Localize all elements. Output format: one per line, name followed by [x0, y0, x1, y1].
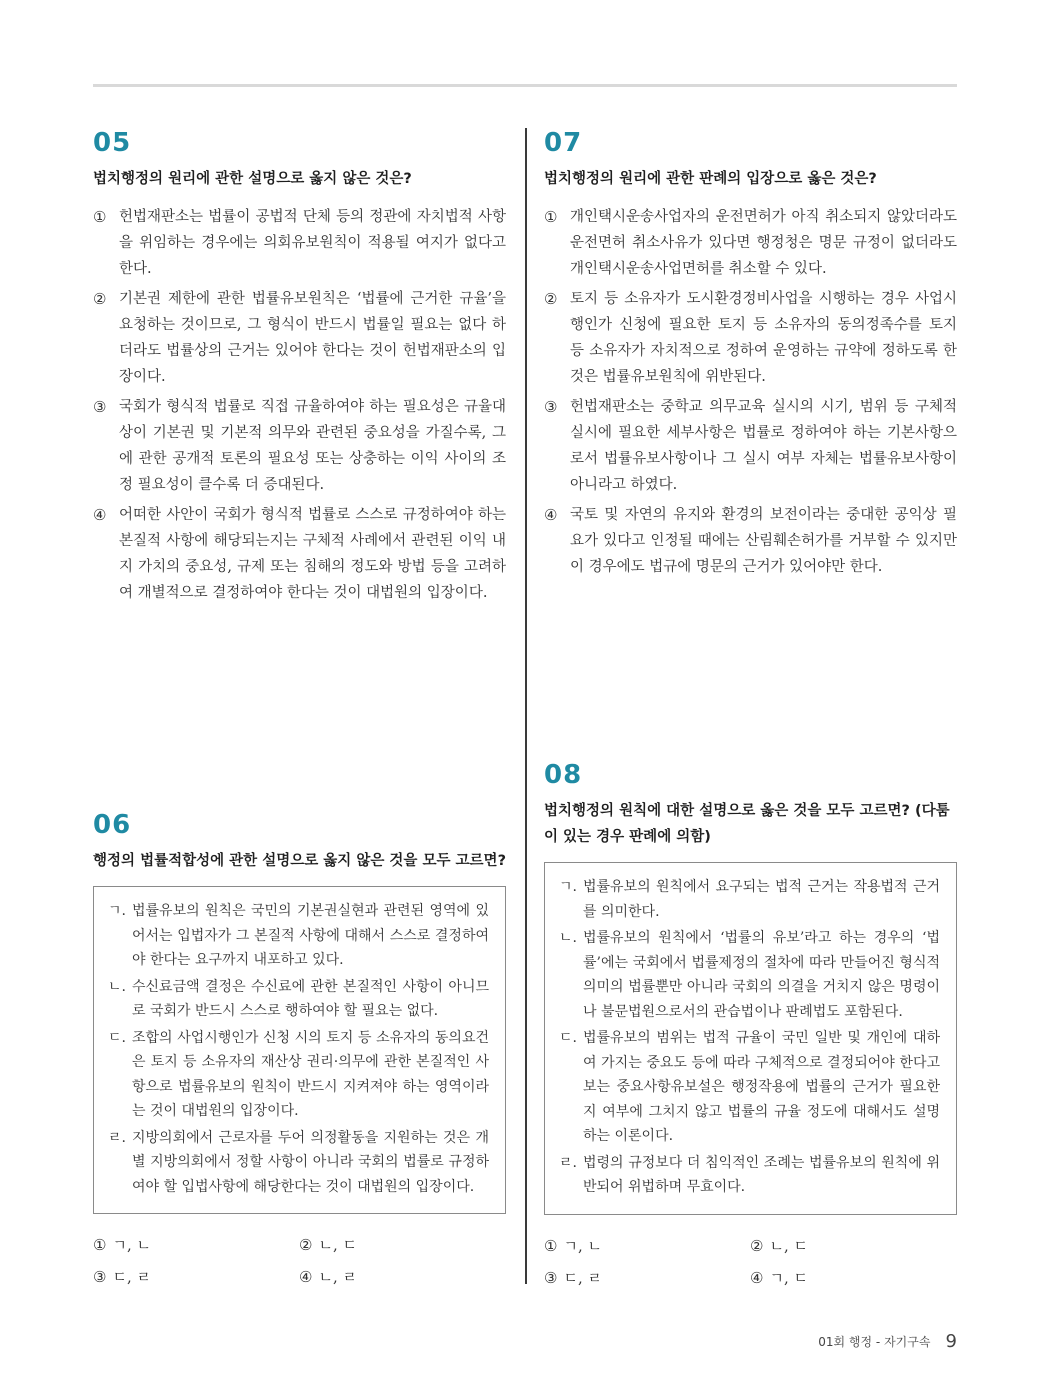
statement-marker: ㄷ.: [559, 1030, 577, 1046]
statement-item: [559, 875, 940, 924]
question-stem: 법치행정의 원리에 관한 판례의 입장으로 옳은 것은?: [544, 171, 877, 187]
choice-text: ㄱ, ㄷ: [769, 1268, 808, 1287]
statement-text: 수신료금액 결정은 수신료에 관한 본질적인 사항이 아니므로 국회가 반드시 스스로 행하여야 할 필요는 없다.: [132, 978, 489, 1019]
choice-text: ㄷ, ㄹ: [563, 1268, 602, 1287]
choice-text: ㄱ, ㄴ: [563, 1236, 602, 1255]
statement-text: 법률유보의 원칙에서 요구되는 법적 근거는 작용법적 근거를 의미한다.: [583, 879, 940, 920]
question-07: [544, 128, 957, 584]
statement-item: [108, 975, 489, 1024]
statement-marker: ㄱ.: [108, 903, 126, 919]
choice-2[interactable]: [299, 1234, 505, 1256]
question-stem: 법치행정의 원칙에 대한 설명으로 옳은 것을 모두 고르면? (다툼이 있는 경우 판례에 의함): [544, 803, 950, 845]
option-text: 국회가 형식적 법률로 직접 규율하여야 하는 필요성은 규율대상이 기본권 및 기본적 의무와 관련된 중요성을 가질수록, 그에 관한 공개적 토론의 필요성 또는 상충하는 이익 사이의 조정 필요성이 클수록 더 증대된다.: [119, 399, 506, 493]
option-marker: ④: [93, 506, 107, 524]
option-marker: ②: [544, 290, 558, 308]
statement-marker: ㄷ.: [108, 1029, 126, 1046]
option-text: 개인택시운송사업자의 운전면허가 아직 취소되지 않았더라도 운전면허 취소사유가 있다면 행정청은 명문 규정이 없더라도 개인택시운송사업면허를 취소할 수 있다.: [570, 209, 957, 277]
choice-text: ㄷ, ㄹ: [112, 1268, 151, 1286]
option-list: [544, 204, 957, 580]
option-marker: ②: [93, 290, 107, 308]
option-text: 어떠한 사안이 국회가 형식적 법률로 스스로 규정하여야 하는 본질적 사항에 해당되는지는 구체적 사례에서 관련된 이익 내지 가치의 중요성, 규제 또는 침해의 정도와 방법 등을 고려하여 개별적으로 결정하여야 한다는 것이 대법원의 입장이다.: [119, 507, 506, 601]
question-number: 06: [93, 810, 132, 840]
statement-text: 지방의회에서 근로자를 두어 의정활동을 지원하는 것은 개별 지방의회에서 정할 사항이 아니라 국회의 법률로 규정하여야 할 입법사항에 해당한다는 것이 대법원의 입장이다.: [132, 1129, 489, 1195]
choice-1[interactable]: [544, 1235, 750, 1257]
option-text: 헌법재판소는 중학교 의무교육 실시의 시기, 범위 등 구체적 실시에 필요한 세부사항은 법률로 정하여야 하는 기본사항으로서 법률유보사항이나 그 실시 여부 자체는 법률유보사항이 아니라고 하였다.: [570, 399, 957, 493]
question-number: 05: [93, 128, 132, 158]
choice-marker: ④: [750, 1268, 764, 1287]
option-marker: ③: [93, 398, 107, 416]
statement-item: [559, 926, 940, 1024]
statement-item: [108, 899, 489, 973]
answer-choices: [544, 1235, 957, 1289]
page-number: 9: [945, 1331, 957, 1352]
statement-item: [559, 1026, 940, 1149]
statement-item: [108, 1026, 489, 1124]
option-text: 기본권 제한에 관한 법률유보원칙은 ‘법률에 근거한 규율’을 요청하는 것이므로, 그 형식이 반드시 법률일 필요는 없다 하더라도 법률상의 근거는 있어야 한다는 것이 헌법재판소의 입장이다.: [119, 291, 506, 385]
choice-text: ㄱ, ㄴ: [112, 1236, 151, 1254]
statement-marker: ㄹ.: [108, 1129, 126, 1146]
top-rule: [93, 84, 957, 87]
option-text: 헌법재판소는 법률이 공법적 단체 등의 정관에 자치법적 사항을 위임하는 경우에는 의회유보원칙이 적용될 여지가 없다고 한다.: [119, 209, 506, 277]
choice-4[interactable]: [299, 1266, 505, 1288]
choice-marker: ③: [93, 1268, 107, 1286]
statement-text: 법률유보의 원칙에서 ‘법률의 유보’라고 하는 경우의 ‘법률’에는 국회에서 법률제정의 절차에 따라 만들어진 형식적 의미의 법률뿐만 아니라 국회의 의결을 거치지 않은 명령이나 불문법원으로서의 관습법이나 판례법도 포함된다.: [583, 930, 940, 1020]
question-stem: 법치행정의 원리에 관한 설명으로 옳지 않은 것은?: [93, 171, 412, 187]
choice-text: ㄴ, ㄷ: [769, 1236, 808, 1255]
option-4[interactable]: [93, 502, 506, 606]
statement-marker: ㄴ.: [108, 978, 126, 995]
choice-marker: ③: [544, 1268, 558, 1287]
option-list: [93, 204, 506, 606]
option-marker: ①: [93, 208, 107, 226]
option-1[interactable]: [93, 204, 506, 282]
statement-text: 법률유보의 범위는 법적 규율이 국민 일반 및 개인에 대하여 가지는 중요도 등에 따라 구체적으로 결정되어야 한다고 보는 중요사항유보설은 행정작용에 법률의 근거가 필요한지 여부에 그치지 않고 법률의 규율 정도에 대해서도 설명하는 이론이다.: [583, 1030, 940, 1144]
statement-box: [544, 862, 957, 1215]
question-number: 07: [544, 128, 583, 158]
option-text: 토지 등 소유자가 도시환경정비사업을 시행하는 경우 사업시행인가 신청에 필요한 토지 등 소유자의 동의정족수를 토지 등 소유자가 자치적으로 정하여 운영하는 규약에 정하도록 한 것은 법률유보원칙에 위반된다.: [570, 291, 957, 385]
choice-marker: ④: [299, 1268, 313, 1286]
footer-text: 01회 행정 - 자기구속: [818, 1335, 931, 1349]
choice-marker: ②: [750, 1236, 764, 1255]
choice-2[interactable]: [750, 1235, 956, 1257]
option-marker: ①: [544, 208, 558, 226]
question-stem: 행정의 법률적합성에 관한 설명으로 옳지 않은 것을 모두 고르면?: [93, 853, 506, 869]
column-divider: [525, 128, 527, 1284]
choice-3[interactable]: [93, 1266, 299, 1288]
choice-3[interactable]: [544, 1267, 750, 1289]
question-06: [93, 810, 506, 1288]
option-4[interactable]: [544, 502, 957, 580]
choice-1[interactable]: [93, 1234, 299, 1256]
statement-text: 법률유보의 원칙은 국민의 기본권실현과 관련된 영역에 있어서는 입법자가 그 본질적 사항에 대해서 스스로 결정하여야 한다는 요구까지 내포하고 있다.: [132, 903, 489, 968]
option-3[interactable]: [93, 394, 506, 498]
question-05: [93, 128, 506, 610]
option-3[interactable]: [544, 394, 957, 498]
choice-4[interactable]: [750, 1267, 956, 1289]
option-2[interactable]: [93, 286, 506, 390]
statement-text: 법령의 규정보다 더 침익적인 조례는 법률유보의 원칙에 위반되어 위법하며 무효이다.: [583, 1154, 940, 1195]
choice-marker: ②: [299, 1236, 313, 1254]
option-1[interactable]: [544, 204, 957, 282]
option-text: 국토 및 자연의 유지와 환경의 보전이라는 중대한 공익상 필요가 있다고 인정될 때에는 산림훼손허가를 거부할 수 있지만 이 경우에도 법규에 명문의 근거가 있어야만 한다.: [570, 507, 957, 575]
statement-marker: ㄹ.: [559, 1154, 577, 1171]
statement-box: [93, 886, 506, 1214]
option-2[interactable]: [544, 286, 957, 390]
statement-marker: ㄱ.: [559, 879, 577, 895]
choice-marker: ①: [93, 1236, 107, 1254]
answer-choices: [93, 1234, 506, 1288]
option-marker: ③: [544, 398, 558, 416]
choice-text: ㄴ, ㄷ: [318, 1236, 357, 1254]
question-08: [544, 760, 957, 1289]
statement-item: [559, 1151, 940, 1200]
statement-item: [108, 1126, 489, 1200]
choice-text: ㄴ, ㄹ: [318, 1268, 357, 1286]
question-number: 08: [544, 760, 583, 790]
page-footer: [818, 1331, 957, 1352]
statement-marker: ㄴ.: [559, 930, 577, 946]
choice-marker: ①: [544, 1236, 558, 1255]
option-marker: ④: [544, 506, 558, 524]
statement-text: 조합의 사업시행인가 신청 시의 토지 등 소유자의 동의요건은 토지 등 소유자의 재산상 권리·의무에 관한 본질적인 사항으로 법률유보의 원칙이 반드시 지켜져야 하는 영역이라는 것이 대법원의 입장이다.: [132, 1029, 489, 1119]
